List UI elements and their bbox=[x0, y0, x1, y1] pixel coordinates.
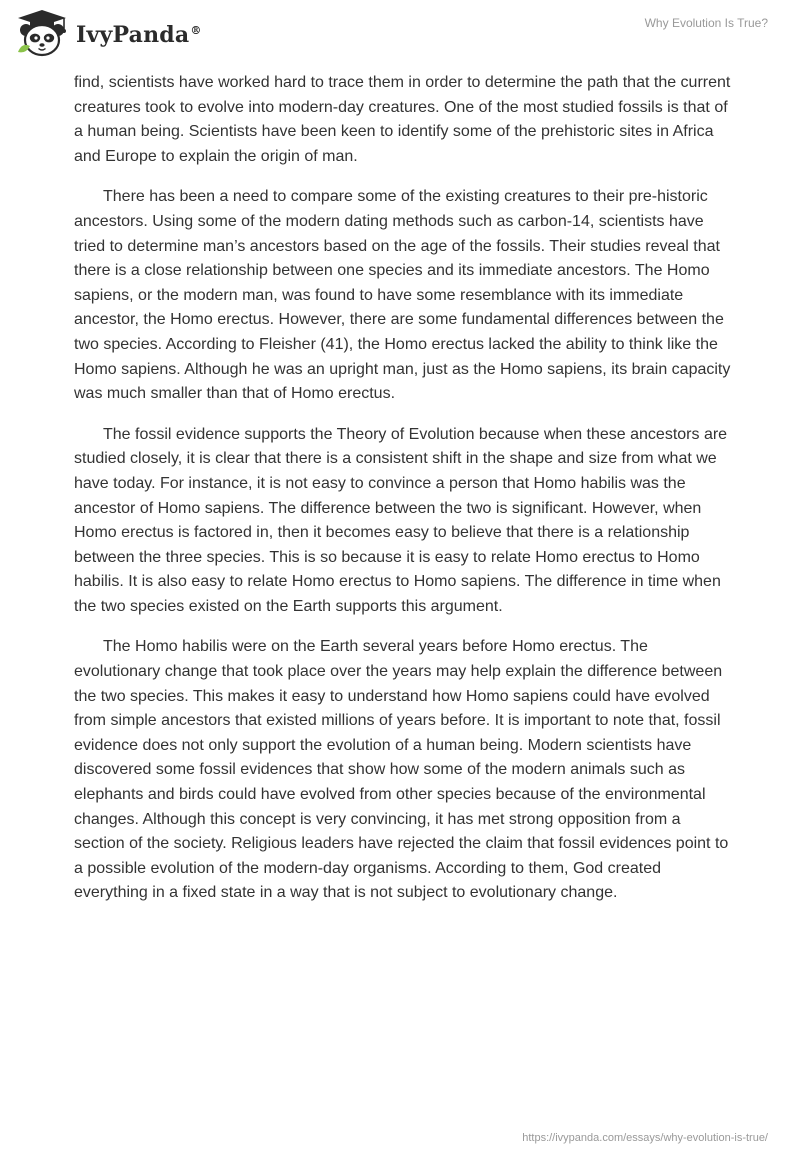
paragraph-4: The Homo habilis were on the Earth several years before Homo erectus. The evolutionary change that took place over the years may help explain the difference between the two species. This makes it easy to understand how Homo sapiens could have evolved from simple ancestors that existed millions of years before. It is important to note that, fossil evidence does not only support the evolution of a human being. Modern scientists have discovered some fossil evidences that show how some of the modern animals such as elephants and birds could have evolved from other species because of the environmental changes. Although this concept is very convincing, it has met strong opposition from a section of the society. Religious leaders have rejected the claim that fossil evidences point to a possible evolution of the modern-day organisms. According to them, God created everything in a fixed state in a way that is not subject to evolutionary change. bbox=[74, 638, 729, 902]
paragraph-3: The fossil evidence supports the Theory of Evolution because when these ancestors are studied closely, it is clear that there is a consistent shift in the shape and size from what we have today. For instance, it is not easy to convince a person that Homo habilis was the ancestor of Homo sapiens. The difference between the two is significant. However, when Homo erectus is factored in, then it becomes easy to believe that there is a relationship between the three species. This is so because it is easy to relate Homo erectus to Homo habilis. It is also easy to relate Homo erectus to Homo sapiens. The difference in time when the two species existed on the Earth supports this argument. bbox=[74, 425, 728, 615]
paragraph-1: find, scientists have worked hard to trace them in order to determine the path that the current creatures took to evolve into modern-day creatures. One of the most studied fossils is that of a human being. Scientists have been keen to identify some of the prehistoric sites in Africa and Europe to explain the origin of man. bbox=[74, 74, 731, 165]
source-url[interactable]: https://ivypanda.com/essays/why-evolution-is-true/ bbox=[522, 1132, 768, 1144]
paragraph-2: There has been a need to compare some of the existing creatures to their pre-historic ancestors. Using some of the modern dating methods such as carbon-14, scientists have tried to determine man’s ancestors based on the age of the fossils. Their studies reveal that there is a close relationship between one species and its immediate ancestors. The Homo sapiens, or the modern man, was found to have some resemblance with its immediate ancestor, the Homo erectus. However, there are some fundamental differences between the two species. According to Fleisher (41), the Homo erectus lacked the ability to think like the Homo sapiens. Although he was an upright man, just as the Homo sapiens, its brain capacity was much smaller than that of Homo erectus. bbox=[74, 188, 731, 403]
brand-name-text: IvyPanda bbox=[76, 22, 190, 48]
essay-body bbox=[74, 71, 734, 922]
brand-logo[interactable] bbox=[14, 8, 202, 58]
document-title: Why Evolution Is True? bbox=[644, 16, 768, 30]
panda-graduate-icon bbox=[14, 8, 70, 58]
page-header bbox=[0, 0, 800, 70]
registered-mark: ® bbox=[190, 23, 202, 37]
brand-name bbox=[76, 22, 202, 48]
